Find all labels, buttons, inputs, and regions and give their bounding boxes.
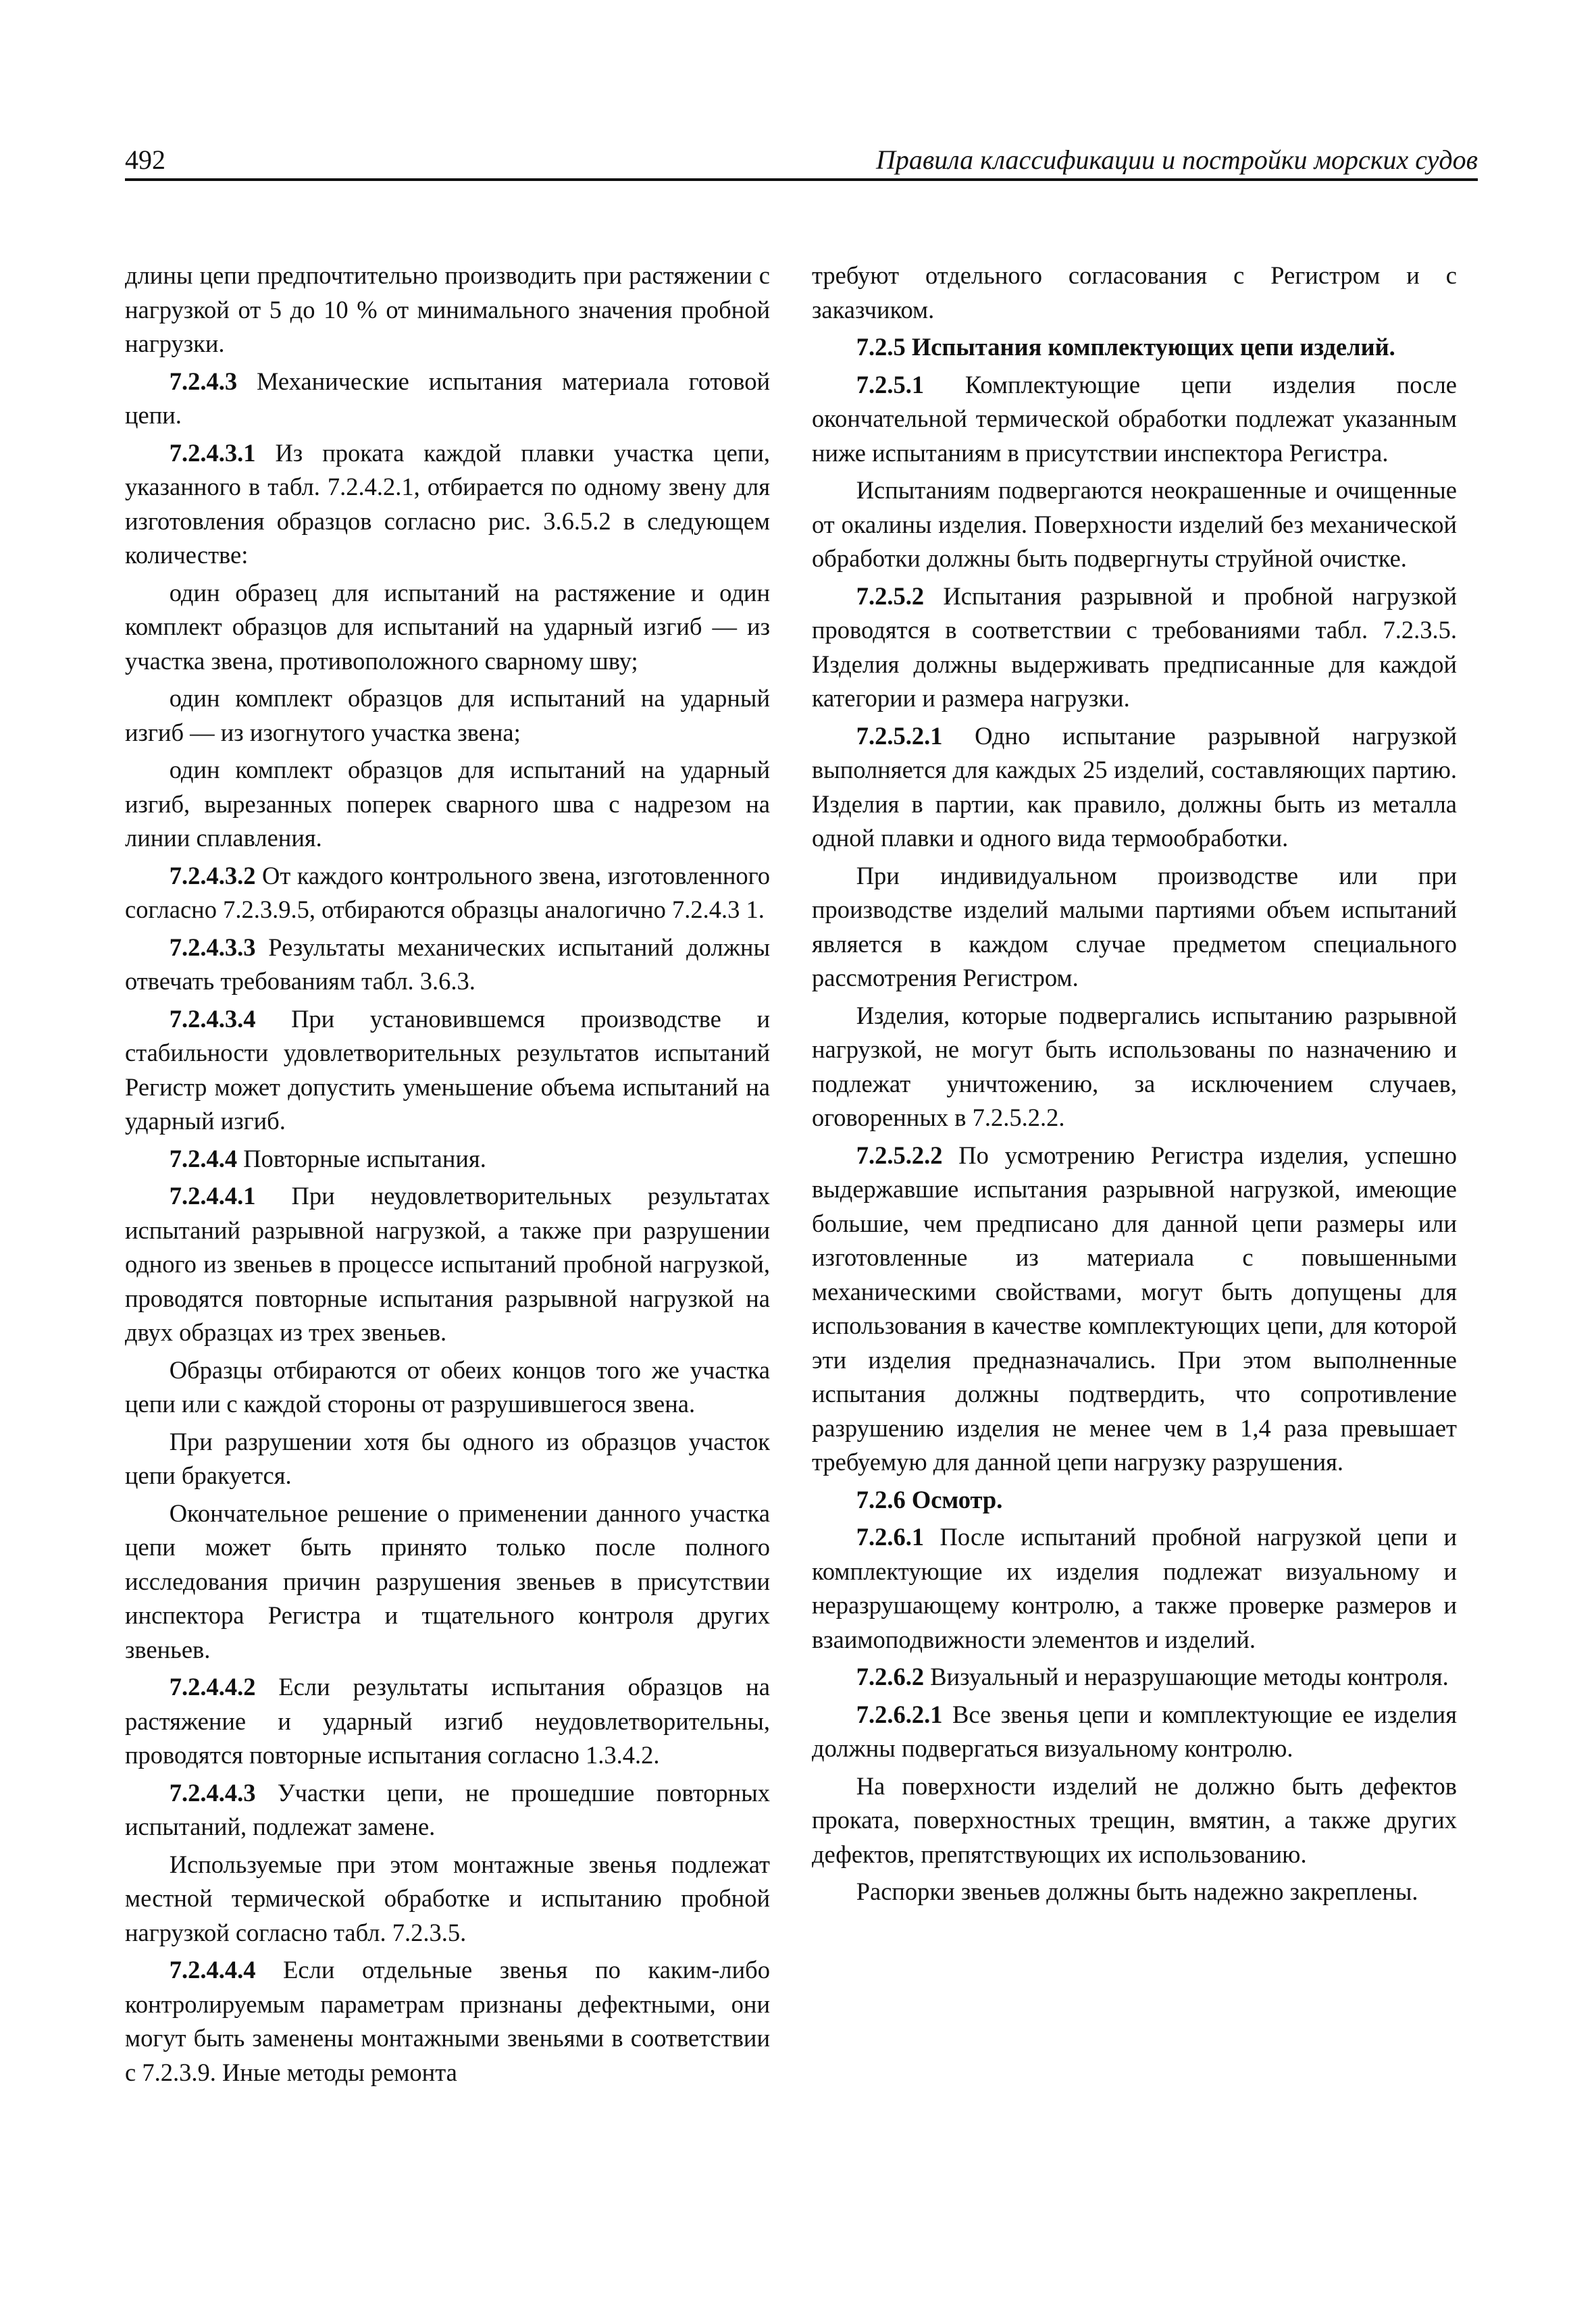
paragraph: Распорки звеньев должны быть надежно закреплены. bbox=[856, 1877, 1418, 1905]
paragraph: Образцы отбираются от обеих концов того же участка цепи или с каждой стороны от разрушившегося звена. bbox=[125, 1355, 770, 1418]
paragraph: 7.2.4.4.1 При неудовлетворительных результатах испытаний разрывной нагрузкой, а также при разрушении одного из звеньев в процессе испытаний пробной нагрузкой, проводятся повторные испытания разрывной нагрузкой на двух образцах из трех звеньев. bbox=[125, 1182, 770, 1346]
paragraph: 7.2.4.4 Повторные испытания. bbox=[169, 1144, 486, 1172]
paragraph: 7.2.4.3 Механические испытания материала готовой цепи. bbox=[125, 367, 770, 429]
paragraph: 7.2.5.1 Комплектующие цепи изделия после окончательной термической обработки подлежат указанным ниже испытаниям в присутствии инспектора Регистра. bbox=[812, 370, 1457, 467]
paragraph: 7.2.4.3.2 От каждого контрольного звена, изготовленного согласно 7.2.3.9.5, отбираются образцы аналогично 7.2.4.3 1. bbox=[125, 861, 770, 923]
paragraph: Используемые при этом монтажные звенья подлежат местной термической обработке и испытанию пробной нагрузкой согласно табл. 7.2.3.5. bbox=[125, 1850, 770, 1946]
paragraph: 7.2.6.2 Визуальный и неразрушающие методы контроля. bbox=[856, 1663, 1449, 1690]
running-title: Правила классификации и постройки морских судов bbox=[875, 145, 1478, 175]
paragraph: Окончательное решение о применении данного участка цепи может быть принято только после полного исследования причин разрушения звеньев в присутствии инспектора Регистра и тщательного контроля других звеньев. bbox=[125, 1499, 770, 1663]
paragraph: 7.2.4.4.3 Участки цепи, не прошедшие повторных испытаний, подлежат замене. bbox=[125, 1778, 770, 1840]
page-header bbox=[125, 143, 1478, 184]
paragraph: 7.2.4.3.1 Из проката каждой плавки участка цепи, указанного в табл. 7.2.4.2.1, отбирается по одному звену для изготовления образцов согласно рис. 3.6.5.2 в следующем количестве: bbox=[125, 438, 770, 569]
paragraph: При разрушении хотя бы одного из образцов участок цепи бракуется. bbox=[125, 1427, 770, 1489]
paragraph: один образец для испытаний на растяжение и один комплект образцов для испытаний на ударный изгиб — из участка звена, противоположного сварному шву; bbox=[125, 578, 770, 675]
paragraph: Изделия, которые подвергались испытанию разрывной нагрузкой, не могут быть использованы по назначению и подлежат уничтожению, за исключением случаев, оговоренных в 7.2.5.2.2. bbox=[812, 1001, 1457, 1131]
section-heading: 7.2.6 Осмотр. bbox=[856, 1485, 1003, 1513]
right-column bbox=[812, 259, 1457, 1913]
paragraph: При индивидуальном производстве или при производстве изделий малыми партиями объем испытаний является в каждом случае предметом специального рассмотрения Регистром. bbox=[812, 861, 1457, 991]
page-number: 492 bbox=[125, 145, 165, 175]
paragraph: На поверхности изделий не должно быть дефектов проката, поверхностных трещин, вмятин, а также других дефектов, препятствующих их использованию. bbox=[812, 1771, 1457, 1868]
left-column bbox=[125, 259, 770, 2093]
paragraph: один комплект образцов для испытаний на ударный изгиб, вырезанных поперек сварного шва с надрезом на линии сплавления. bbox=[125, 756, 770, 852]
paragraph: 7.2.6.1 После испытаний пробной нагрузкой цепи и комплектующие их изделия подлежат визуальному и неразрушающему контролю, а также проверке размеров и взаимоподвижности элементов и изделий. bbox=[812, 1523, 1457, 1653]
paragraph: требуют отдельного согласования с Регистром и с заказчиком. bbox=[812, 261, 1457, 323]
paragraph: один комплект образцов для испытаний на ударный изгиб — из изогнутого участка звена; bbox=[125, 684, 770, 746]
paragraph: 7.2.5.2.1 Одно испытание разрывной нагрузкой выполняется для каждых 25 изделий, составляющих партию. Изделия в партии, как правило, должны быть из металла одной плавки и одного вида термообработки. bbox=[812, 721, 1457, 852]
paragraph: длины цепи предпочтительно производить при растяжении с нагрузкой от 5 до 10 % от минимального значения пробной нагрузки. bbox=[125, 261, 770, 357]
paragraph: 7.2.4.3.4 При установившемся производстве и стабильности удовлетворительных результатов испытаний Регистр может допустить уменьшение объема испытаний на ударный изгиб. bbox=[125, 1004, 770, 1135]
paragraph: 7.2.5.2 Испытания разрывной и пробной нагрузкой проводятся в соответствии с требованиями табл. 7.2.3.5. Изделия должны выдерживать предписанные для каждой категории и размера нагрузки. bbox=[812, 581, 1457, 712]
paragraph: 7.2.4.4.4 Если отдельные звенья по каким-либо контролируемым параметрам признаны дефектными, они могут быть заменены монтажными звеньями в соответствии с 7.2.3.9. Иные методы ремонта bbox=[125, 1956, 770, 2086]
header-rule bbox=[125, 178, 1478, 181]
paragraph: 7.2.4.4.2 Если результаты испытания образцов на растяжение и ударный изгиб неудовлетворительны, проводятся повторные испытания согласно 1.3.4.2. bbox=[125, 1673, 770, 1769]
paragraph: 7.2.6.2.1 Все звенья цепи и комплектующие ее изделия должны подвергаться визуальному контролю. bbox=[812, 1700, 1457, 1762]
paragraph: 7.2.4.3.3 Результаты механических испытаний должны отвечать требованиям табл. 3.6.3. bbox=[125, 933, 770, 995]
section-heading: 7.2.5 Испытания комплектующих цепи изделий. bbox=[856, 333, 1395, 361]
paragraph: 7.2.5.2.2 По усмотрению Регистра изделия, успешно выдержавшие испытания разрывной нагрузкой, имеющие большие, чем предписано для данной цепи размеры или изготовленные из материала с повышенными механическими свойствами, могут быть допущены для использования в качестве комплектующих цепи, для которой эти изделия предназначались. При этом выполненные испытания должны подтвердить, что сопротивление разрушению изделия не менее чем в 1,4 раза превышает требуемую для данной цепи нагрузку разрушения. bbox=[812, 1141, 1457, 1476]
paragraph: Испытаниям подвергаются неокрашенные и очищенные от окалины изделия. Поверхности изделий без механической обработки должны быть подвергнуты струйной очистке. bbox=[812, 476, 1457, 572]
